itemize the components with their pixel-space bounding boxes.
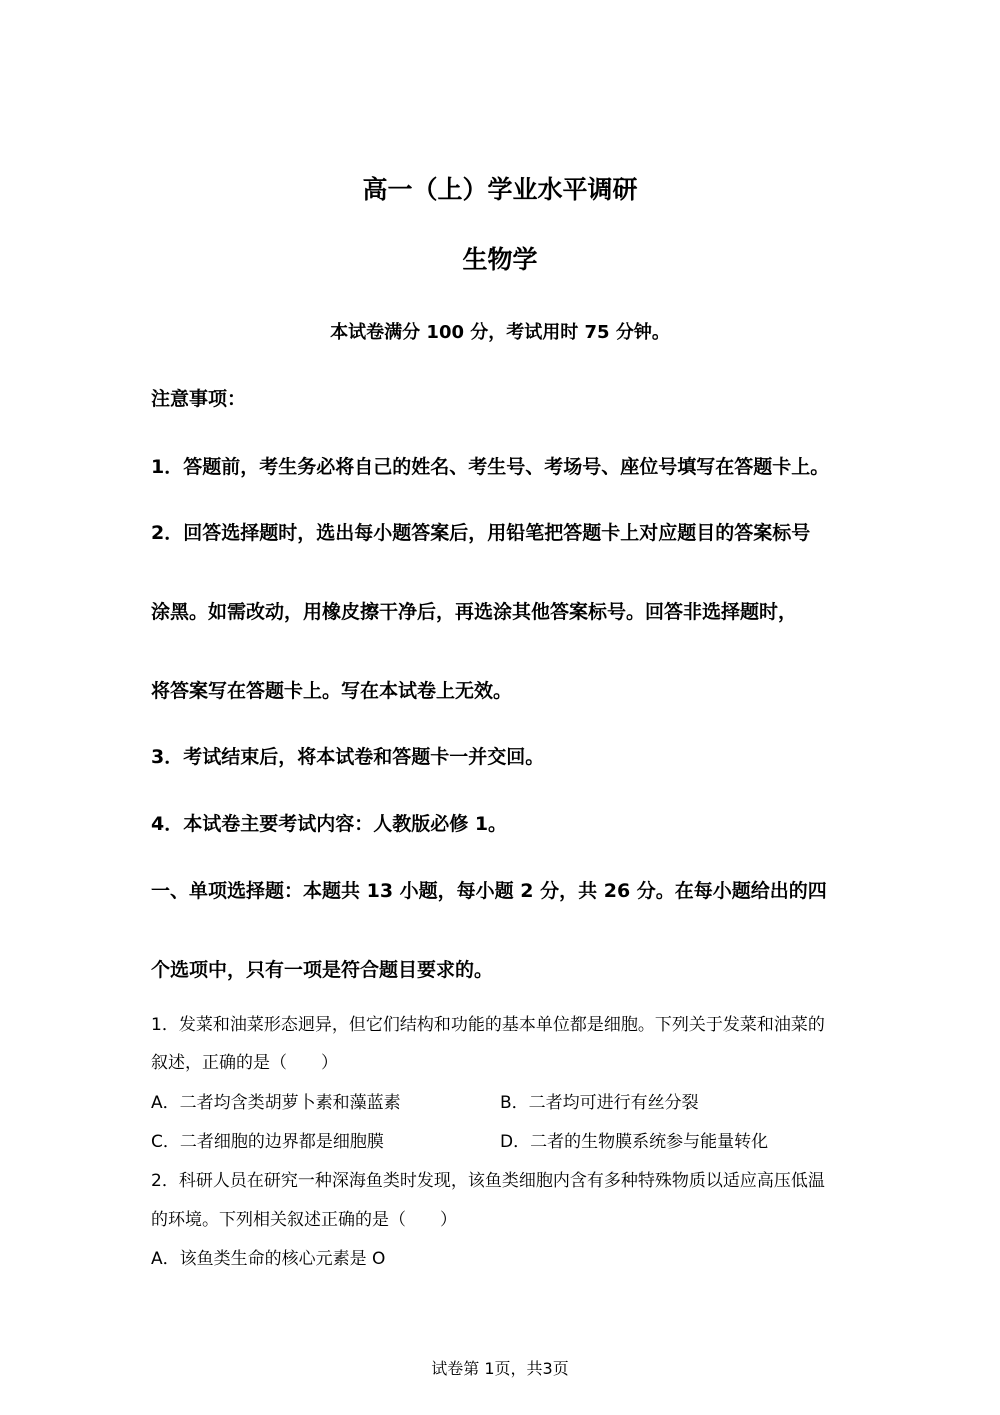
exam-info: 本试卷满分 100 分，考试用时 75 分钟。 xyxy=(330,322,670,343)
q1-stem-line-2: 叙述，正确的是（ ） xyxy=(151,1053,338,1073)
notice-item-2-line-3: 将答案写在答题卡上。写在本试卷上无效。 xyxy=(151,680,513,702)
q2-option-a: A．该鱼类生命的核心元素是 O xyxy=(151,1249,386,1269)
section-heading-line-1: 一、单项选择题：本题共 13 小题，每小题 2 分，共 26 分。在每小题给出的四 xyxy=(151,880,827,902)
q1-stem-line-1: 1．发菜和油菜形态迥异，但它们结构和功能的基本单位都是细胞。下列关于发菜和油菜的 xyxy=(151,1015,825,1035)
notice-item-2-line-1: 2．回答选择题时，选出每小题答案后，用铅笔把答题卡上对应题目的答案标号 xyxy=(151,522,811,544)
q1-option-c: C．二者细胞的边界都是细胞膜 xyxy=(151,1132,384,1152)
q1-option-d: D．二者的生物膜系统参与能量转化 xyxy=(500,1132,769,1152)
page-title: 高一（上）学业水平调研 xyxy=(362,175,638,204)
page-footer: 试卷第 1页，共3页 xyxy=(431,1359,569,1378)
notice-item-2-line-2: 涂黑。如需改动，用橡皮擦干净后，再选涂其他答案标号。回答非选择题时， xyxy=(151,601,798,623)
subject-title: 生物学 xyxy=(462,245,538,274)
notice-item-1: 1．答题前，考生务必将自己的姓名、考生号、考场号、座位号填写在答题卡上。 xyxy=(151,456,830,478)
q1-option-b: B．二者均可进行有丝分裂 xyxy=(500,1093,699,1113)
section-heading-line-2: 个选项中，只有一项是符合题目要求的。 xyxy=(151,959,494,981)
notice-item-4: 4．本试卷主要考试内容：人教版必修 1。 xyxy=(151,813,508,835)
q2-stem-line-1: 2．科研人员在研究一种深海鱼类时发现，该鱼类细胞内含有多种特殊物质以适应高压低温 xyxy=(151,1171,825,1191)
q1-option-a: A．二者均含类胡萝卜素和藻蓝素 xyxy=(151,1093,401,1113)
notice-heading: 注意事项： xyxy=(151,388,247,410)
q2-stem-line-2: 的环境。下列相关叙述正确的是（ ） xyxy=(151,1210,457,1230)
notice-item-3: 3．考试结束后，将本试卷和答题卡一并交回。 xyxy=(151,746,545,768)
